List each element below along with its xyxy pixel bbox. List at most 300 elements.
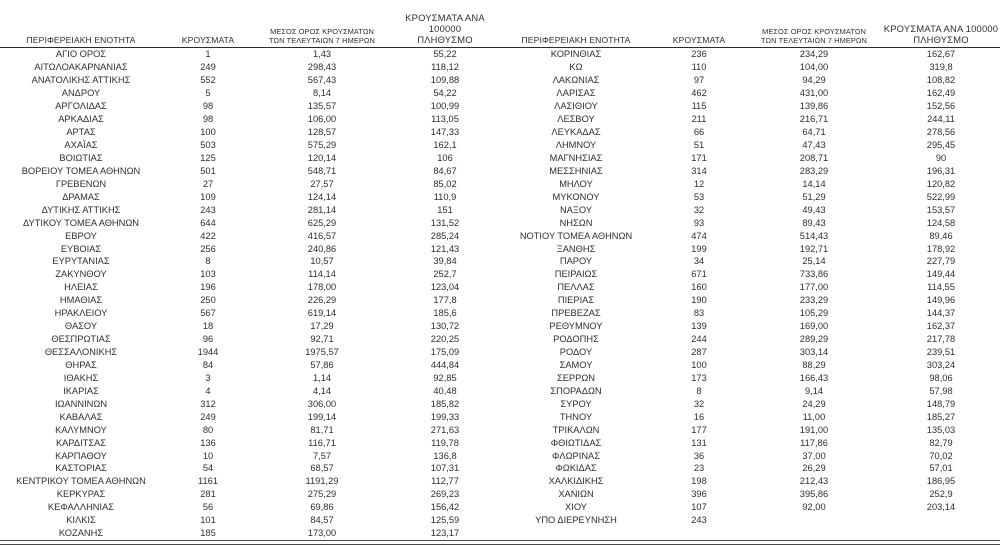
per100k-value-right: 108,82 [926,75,956,86]
region-name-right: ΠΕΛΛΑΣ [557,282,595,293]
per100k-value-left: 54,22 [433,88,457,99]
cases-value-left: 422 [200,230,216,241]
avg7-value-right: 733,86 [799,269,829,280]
cases-value-right: 53 [693,191,705,202]
region-name-left: ΚΕΡΚΥΡΑΣ [56,489,106,500]
cases-value-right [652,527,746,540]
per100k-value-right: 149,44 [926,269,956,280]
avg7-value-right: 14,14 [802,178,826,189]
per100k-value-left: 123,04 [430,282,460,293]
per100k-value-right: 135,03 [926,424,956,435]
per100k-value-right: 303,24 [926,359,956,370]
region-name-left: ΙΩΑΝΝΙΝΩΝ [54,398,108,409]
per100k-value-left: 151 [437,204,453,215]
avg7-value-right: 9,14 [804,385,824,396]
region-name-right: ΧΙΟΥ [565,502,587,513]
per100k-value-left: 123,17 [390,527,500,540]
cases-value-left: 4 [205,385,211,396]
avg7-value-left: 178,00 [307,282,337,293]
table-row [0,204,1000,217]
region-name-left: ΑΡΤΑΣ [66,127,96,138]
per100k-value-right: 148,79 [926,398,956,409]
avg7-value-left: 81,71 [310,424,334,435]
per100k-value-right [882,514,1000,527]
per100k-value-right: 227,79 [926,256,956,267]
avg7-value-left: 1,43 [312,49,332,60]
table-body [0,48,1000,541]
cases-value-right: 190 [691,295,707,306]
avg7-value-right: 234,29 [799,49,829,60]
table-row [0,372,1000,385]
cases-value-left: 100 [200,127,216,138]
avg7-value-left: 8,14 [312,88,332,99]
cases-value-right: 66 [693,127,705,138]
table-row [0,243,1000,256]
table-row [0,100,1000,113]
cases-value-left: 84 [202,359,214,370]
cases-value-left: 56 [202,502,214,513]
per100k-value-left: 156,42 [430,502,460,513]
table-row [0,437,1000,450]
cases-value-left: 136 [200,437,216,448]
per100k-value-left: 271,63 [430,424,460,435]
cases-value-left: 644 [200,217,216,228]
cases-value-left: 1 [205,49,211,60]
region-name-left: ΑΙΤΩΛΟΑΚΑΡΝΑΝΙΑΣ [34,62,128,73]
avg7-value-right: 104,00 [799,62,829,73]
avg7-value-right: 166,43 [799,372,829,383]
cases-value-left: 98 [202,114,214,125]
avg7-value-left: 4,14 [312,385,332,396]
region-name-right: ΛΕΣΒΟΥ [557,114,595,125]
cases-value-right: 287 [691,347,707,357]
cases-value-right: 173 [691,372,707,383]
table-row [0,320,1000,333]
region-name-right: ΦΩΚΙΔΑΣ [555,463,597,474]
cases-value-right: 474 [691,230,707,241]
region-name-right: ΜΗΛΟΥ [559,178,593,189]
cases-value-right: 23 [693,463,705,474]
per100k-value-left: 185,82 [430,398,460,409]
avg7-value-right: 514,43 [799,230,829,241]
per100k-value-left: 40,48 [433,385,457,396]
table-row [0,462,1000,475]
per100k-value-right: 120,82 [926,178,956,189]
region-name-right: ΡΕΘΥΜΝΟΥ [549,321,603,332]
cases-value-left: 185 [162,527,254,540]
avg7-value-right [746,514,882,527]
avg7-value-left: 7,57 [312,450,332,461]
table-row [0,411,1000,424]
region-name-right: ΥΠΟ ΔΙΕΡΕΥΝΗΣΗ [535,515,617,526]
region-name-right: ΤΡΙΚΑΛΩΝ [552,424,600,435]
per100k-value-left: 269,23 [430,489,460,500]
per100k-value-right: 196,31 [926,165,956,176]
table-row [0,87,1000,100]
per100k-value-right: 295,45 [926,140,956,150]
avg7-value-left: 306,00 [307,398,337,409]
table-row [0,398,1000,411]
per100k-value-right: 89,46 [929,230,953,241]
avg7-value-right: 192,71 [799,243,829,254]
cases-value-left: 80 [202,424,214,435]
cases-value-left: 256 [200,243,216,254]
region-name-left: ΓΡΕΒΕΝΩΝ [55,178,107,189]
per100k-value-left: 92,85 [433,372,457,383]
region-name-right: ΠΡΕΒΕΖΑΣ [551,308,601,319]
per100k-value-right: 57,98 [929,385,953,396]
avg7-value-left: 173,00 [254,527,390,540]
per100k-value-right: 522,99 [926,191,956,202]
avg7-value-right: 139,86 [799,101,829,112]
avg7-value-right: 11,00 [802,411,826,422]
table-row [0,514,1000,527]
cases-value-left: 552 [200,75,216,86]
region-name-left: ΑΓΙΟ ΟΡΟΣ [55,49,107,60]
cases-value-right: 244 [691,334,707,345]
avg7-value-right: 49,43 [802,204,826,215]
avg7-value-right: 289,29 [799,334,829,345]
header-per100k-left [390,0,500,48]
region-name-left: ΑΡΓΟΛΙΔΑΣ [55,101,107,112]
table-row [0,424,1000,437]
region-name-left: ΑΝΑΤΟΛΙΚΗΣ ΑΤΤΙΚΗΣ [31,75,131,86]
header-avg7-right-line1: ΜΕΣΟΣ ΟΡΟΣ ΚΡΟΥΣΜΑΤΩΝ [762,27,866,37]
cases-value-right: 160 [691,282,707,293]
per100k-value-right [882,527,1000,540]
per100k-value-right: 90 [935,152,947,163]
region-name-left: ΚΑΒΑΛΑΣ [59,411,103,422]
header-region-left: ΠΕΡΙΦΕΡΕΙΑΚΗ ΕΝΟΤΗΤΑ [0,0,162,48]
region-name-right: ΦΛΩΡΙΝΑΣ [551,450,601,461]
per100k-value-right: 162,37 [926,321,956,332]
cases-value-left: 501 [200,165,216,176]
cases-value-left: 196 [200,282,216,293]
table-row [0,217,1000,230]
region-name-right: ΦΘΙΩΤΙΔΑΣ [550,437,602,448]
avg7-value-left: 226,29 [307,295,337,306]
per100k-value-left: 112,77 [431,476,459,487]
cases-value-left: 5 [205,88,211,99]
region-name-left: ΚΑΡΔΙΤΣΑΣ [55,437,107,448]
per100k-value-left: 118,12 [431,62,459,73]
per100k-value-left: 100,99 [430,101,460,112]
cases-value-left: 567 [200,308,216,319]
cases-value-left: 8 [205,256,211,267]
per100k-value-left: 110,9 [433,191,457,202]
region-name-left: ΔΡΑΜΑΣ [62,191,100,202]
cases-value-right: 198 [691,476,707,487]
region-name-left: ΚΟΖΑΝΗΣ [0,527,162,540]
avg7-value-left: 92,71 [310,334,334,345]
region-name-left: ΚΑΛΥΜΝΟΥ [55,424,107,435]
table-row [0,333,1000,346]
cases-value-left: 281 [200,489,216,500]
avg7-value-left: 619,14 [307,308,337,319]
region-name-right: ΝΟΤΙΟΥ ΤΟΜΕΑ ΑΘΗΝΩΝ [519,230,633,241]
region-name-right: ΛΗΜΝΟΥ [555,140,597,150]
region-name-left: ΑΝΔΡΟΥ [61,88,101,99]
per100k-value-left: 109,88 [430,75,460,86]
table-row [0,475,1000,488]
cases-value-right: 199 [691,243,707,254]
header-per100k-left-line1: ΚΡΟΥΣΜΑΤΑ ΑΝΑ 100000 [405,12,485,34]
per100k-value-right: 70,02 [929,450,953,461]
per100k-value-left: 175,09 [430,347,460,357]
avg7-value-right: 208,71 [799,152,829,163]
table-row [0,61,1000,74]
avg7-value-right: 117,86 [800,437,828,448]
avg7-value-left: 416,57 [307,230,337,241]
region-name-right: ΚΩ [569,62,583,73]
cases-value-left: 250 [200,295,216,306]
per100k-value-left: 285,24 [430,230,460,241]
per100k-value-left: 220,25 [430,334,460,345]
per100k-value-left: 136,8 [433,450,457,461]
cases-value-left: 109 [200,191,216,202]
cases-value-right: 110 [691,62,707,73]
per100k-value-left: 147,33 [430,127,460,138]
region-name-left: ΗΡΑΚΛΕΙΟΥ [54,308,108,319]
region-name-right: ΛΑΚΩΝΙΑΣ [552,75,600,86]
per100k-value-left: 84,67 [433,165,457,176]
avg7-value-right: 47,43 [802,140,826,150]
per100k-value-right: 114,55 [927,282,955,293]
table-row [0,346,1000,359]
per100k-value-left: 444,84 [430,359,460,370]
cases-value-left: 54 [202,463,214,474]
region-name-left: ΒΟΡΕΙΟΥ ΤΟΜΕΑ ΑΘΗΝΩΝ [21,165,141,176]
cases-value-left: 1161 [198,476,218,487]
avg7-value-right: 283,29 [799,165,829,176]
avg7-value-left: 106,00 [307,114,337,125]
avg7-value-left: 199,14 [307,411,337,422]
region-name-right: ΡΟΔΟΠΗΣ [553,334,599,345]
region-name-right: ΚΟΡΙΝΘΙΑΣ [550,49,602,60]
cases-value-left: 10 [202,450,214,461]
avg7-value-left: 567,43 [307,75,337,86]
region-name-left: ΚΕΦΑΛΛΗΝΙΑΣ [47,502,115,513]
avg7-value-right: 26,29 [802,463,826,474]
avg7-value-left: 1975,57 [305,347,339,357]
avg7-value-left: 68,57 [310,463,334,474]
cases-value-right: 236 [691,49,707,60]
header-per100k-left-line2: ΠΛΗΘΥΣΜΟ [417,33,473,45]
region-name-right: ΡΟΔΟΥ [559,347,593,357]
avg7-value-left: 1191,29 [305,476,339,487]
table-row [0,488,1000,501]
avg7-value-left: 84,57 [310,515,334,526]
cases-value-left: 125 [200,152,216,163]
avg7-value-right: 64,71 [802,127,826,138]
per100k-value-right: 144,37 [926,308,956,319]
region-name-right: ΜΑΓΝΗΣΙΑΣ [549,152,603,163]
cases-value-right: 12 [693,178,705,189]
avg7-value-right: 51,29 [802,191,826,202]
cases-value-left: 98 [202,101,214,112]
region-name-left: ΘΑΣΟΥ [64,321,98,332]
per100k-value-right: 244,11 [927,114,955,125]
avg7-value-right: 233,29 [799,295,829,306]
header-per100k-right [882,0,1000,48]
region-name-right [500,527,652,540]
cases-value-right: 115 [691,101,707,112]
avg7-value-left: 281,14 [307,204,337,215]
table-row [0,501,1000,514]
avg7-value-right: 37,00 [802,450,826,461]
avg7-value-right: 24,29 [802,398,826,409]
region-name-right: ΣΥΡΟΥ [560,398,592,409]
header-per100k-right-line2: ΠΛΗΘΥΣΜΟ [913,33,969,45]
cases-value-right: 32 [693,204,705,215]
avg7-value-left: 1,14 [312,372,332,383]
header-avg7-left-line1: ΜΕΣΟΣ ΟΡΟΣ ΚΡΟΥΣΜΑΤΩΝ [270,27,374,37]
region-name-left: ΚΑΡΠΑΘΟΥ [55,450,107,461]
per100k-value-left: 85,02 [433,178,457,189]
region-name-left: ΗΛΕΙΑΣ [64,282,98,293]
per100k-value-left: 113,05 [431,114,459,125]
cases-value-left: 249 [200,62,216,73]
per100k-value-right: 239,51 [926,347,956,357]
avg7-value-right: 92,00 [802,502,826,513]
cases-value-left: 96 [202,334,214,345]
cases-value-right: 177 [691,424,707,435]
cases-value-right: 107 [691,502,707,513]
table-row [0,165,1000,178]
per100k-value-left: 131,52 [430,217,460,228]
per100k-value-right: 149,96 [926,295,956,306]
avg7-value-left: 275,29 [307,489,337,500]
cases-value-left: 101 [200,515,216,526]
avg7-value-right: 216,71 [799,114,829,125]
table-row [0,385,1000,398]
per100k-value-right: 152,56 [926,101,956,112]
per100k-value-right: 124,58 [926,217,956,228]
table-header [0,0,1000,48]
region-name-right: ΝΑΞΟΥ [559,204,593,215]
table-row [0,359,1000,372]
avg7-value-left: 240,86 [307,243,337,254]
avg7-value-right: 303,14 [799,347,829,357]
per100k-value-right: 82,79 [929,437,953,448]
cases-value-right: 34 [693,256,705,267]
per100k-value-right: 203,14 [926,502,956,513]
per100k-value-left: 199,33 [430,411,460,422]
region-name-left: ΘΕΣΣΑΛΟΝΙΚΗΣ [44,347,118,357]
cases-value-left: 312 [200,398,216,409]
region-name-left: ΕΥΒΟΙΑΣ [60,243,102,254]
region-name-left: ΗΜΑΘΙΑΣ [59,295,103,306]
avg7-value-left: 17,29 [310,321,334,332]
avg7-value-left: 575,29 [307,140,337,150]
per100k-value-right: 162,49 [926,88,956,99]
avg7-value-left: 10,57 [310,256,334,267]
avg7-value-right: 395,86 [799,489,829,500]
avg7-value-left: 69,86 [310,502,334,513]
cases-value-right: 16 [693,411,705,422]
region-name-left: ΘΗΡΑΣ [65,359,97,370]
cases-value-right: 8 [696,385,702,396]
header-cases-left: ΚΡΟΥΣΜΑΤΑ [162,0,254,48]
per100k-value-right: 217,78 [926,334,956,345]
cases-value-right: 97 [693,75,705,86]
cases-value-right: 396 [691,489,707,500]
region-name-right: ΜΕΣΣΗΝΙΑΣ [549,165,603,176]
cases-value-right: 171 [691,152,707,163]
region-name-left: ΕΥΡΥΤΑΝΙΑΣ [52,256,110,267]
avg7-value-left: 128,57 [307,127,337,138]
region-name-right: ΝΗΣΩΝ [559,217,593,228]
cases-value-right: 36 [693,450,705,461]
avg7-value-left: 548,71 [307,165,337,176]
per100k-value-right: 185,27 [926,411,956,422]
cases-value-left: 503 [200,140,216,150]
cases-value-right: 139 [691,321,707,332]
region-name-right: ΣΑΜΟΥ [559,359,593,370]
region-name-right: ΠΙΕΡΙΑΣ [557,295,595,306]
per100k-value-left: 39,84 [433,256,457,267]
cases-value-left: 27 [202,178,214,189]
region-name-left: ΕΒΡΟΥ [65,230,97,241]
cases-value-right: 83 [693,308,705,319]
region-name-left: ΑΧΑΪΑΣ [64,140,98,150]
avg7-value-right: 169,00 [799,321,829,332]
avg7-value-right: 89,43 [802,217,826,228]
per100k-value-left: 55,22 [433,49,457,60]
table-row [0,230,1000,243]
avg7-value-right: 105,29 [799,308,829,319]
cases-value-right: 462 [691,88,707,99]
avg7-value-left: 124,14 [307,191,337,202]
per100k-value-left: 162,1 [433,140,457,150]
table-row [0,74,1000,87]
header-avg7-left [254,0,390,48]
avg7-value-left: 120,14 [307,152,337,163]
region-name-right: ΣΠΟΡΑΔΩΝ [550,385,602,396]
region-name-right: ΤΗΝΟΥ [559,411,593,422]
avg7-value-right [746,527,882,540]
table-row [0,152,1000,165]
table-row [0,113,1000,126]
table-row [0,450,1000,463]
cases-value-right: 100 [691,359,707,370]
table-row [0,139,1000,152]
header-region-right: ΠΕΡΙΦΕΡΕΙΑΚΗ ΕΝΟΤΗΤΑ [500,0,652,48]
per100k-value-right: 319,8 [929,62,953,73]
table-row [0,48,1000,61]
avg7-value-right: 94,29 [802,75,826,86]
avg7-value-right: 212,43 [799,476,829,487]
avg7-value-right: 177,00 [799,282,829,293]
avg7-value-left: 57,86 [310,359,334,370]
per100k-value-left: 119,78 [431,437,459,448]
avg7-value-right: 431,00 [799,88,829,99]
cases-value-left: 3 [205,372,211,383]
region-name-left: ΘΕΣΠΡΩΤΙΑΣ [51,334,111,345]
header-avg7-left-line2: ΤΩΝ ΤΕΛΕΥΤΑΙΩΝ 7 ΗΜΕΡΩΝ [269,35,375,45]
region-name-right: ΠΑΡΟΥ [559,256,593,267]
avg7-value-left: 135,57 [307,101,337,112]
avg7-value-left: 27,57 [310,178,334,189]
cases-value-right: 51 [693,140,705,150]
avg7-value-right: 88,29 [802,359,826,370]
cases-value-left: 1944 [197,347,219,357]
avg7-value-left: 116,71 [308,437,336,448]
table-row [0,255,1000,268]
avg7-value-right: 25,14 [802,256,826,267]
cases-value-right: 671 [691,269,707,280]
per100k-value-right: 278,56 [926,127,956,138]
